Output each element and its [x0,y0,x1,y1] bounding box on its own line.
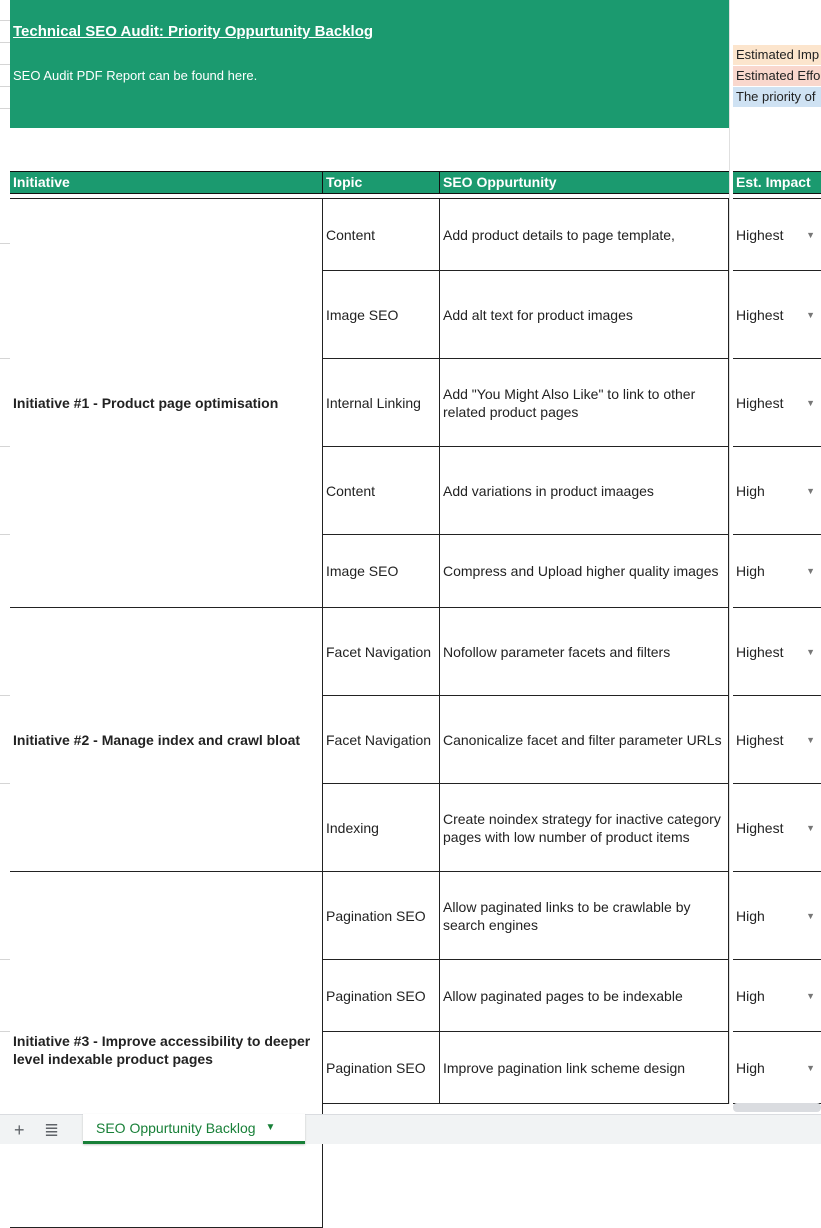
sheet-tab-seo-oppurtunity-backlog[interactable] [83,1114,305,1144]
dropdown-arrow-icon[interactable]: ▼ [806,646,815,657]
dropdown-arrow-icon[interactable]: ▼ [806,397,815,408]
impact-dropdown[interactable] [733,608,821,696]
impact-value: High [736,563,765,579]
topic-cell[interactable]: Image SEO [323,271,440,359]
header-impact[interactable]: Est. Impact [733,171,821,194]
impact-dropdown[interactable] [733,359,821,447]
impact-dropdown[interactable] [733,696,821,784]
opportunity-cell[interactable]: Add product details to page template, [440,198,729,271]
topic-cell[interactable]: Internal Linking [323,359,440,447]
impact-dropdown[interactable] [733,535,821,608]
dropdown-arrow-icon[interactable]: ▼ [806,822,815,833]
legend-effort[interactable]: Estimated Effo [733,66,821,86]
initiative-cell-1[interactable]: Initiative #1 - Product page optimisation [10,198,323,608]
header-opportunity[interactable]: SEO Oppurtunity [440,171,729,194]
dropdown-arrow-icon[interactable]: ▼ [806,910,815,921]
dropdown-arrow-icon[interactable]: ▼ [806,734,815,745]
opportunity-cell[interactable]: Allow paginated links to be crawlable by search engines [440,872,729,960]
topic-cell[interactable]: Image SEO [323,535,440,608]
impact-dropdown[interactable] [733,271,821,359]
header-banner [10,0,729,128]
header-initiative[interactable]: Initiative [10,171,323,194]
sheet-tab-label: SEO Oppurtunity Backlog [96,1119,256,1136]
chevron-down-icon[interactable]: ▼ [265,1122,276,1133]
dropdown-arrow-icon[interactable]: ▼ [806,309,815,320]
impact-value: High [736,987,765,1004]
impact-value: High [736,1059,765,1076]
impact-dropdown[interactable] [733,1032,821,1104]
opportunity-cell[interactable]: Nofollow parameter facets and filters [440,608,729,696]
impact-dropdown[interactable] [733,447,821,535]
impact-value: High [736,482,765,499]
opportunity-cell[interactable]: Create noindex strategy for inactive category pages with low number of product items [440,784,729,872]
report-title[interactable]: Technical SEO Audit: Priority Oppurtunity Backlog [13,23,374,40]
topic-cell[interactable]: Pagination SEO [323,872,440,960]
opportunity-cell[interactable]: Add alt text for product images [440,271,729,359]
dropdown-arrow-icon[interactable]: ▼ [806,566,815,576]
initiative-cell-3[interactable]: Initiative #3 - Improve accessibility to deeper level indexable product pages [10,872,323,1228]
impact-value: Highest [736,819,784,836]
dropdown-arrow-icon[interactable]: ▼ [806,485,815,496]
opportunity-cell[interactable]: Improve pagination link scheme design [440,1032,729,1104]
legend-impact[interactable]: Estimated Imp [733,45,821,65]
topic-cell[interactable]: Pagination SEO [323,960,440,1032]
impact-dropdown[interactable] [733,872,821,960]
frozen-column-separator [729,0,733,1104]
impact-dropdown[interactable] [733,960,821,1032]
topic-cell[interactable]: Indexing [323,784,440,872]
opportunity-cell[interactable]: Compress and Upload higher quality images [440,535,729,608]
topic-cell[interactable]: Facet Navigation [323,608,440,696]
impact-value: Highest [736,394,784,411]
impact-dropdown[interactable] [733,784,821,872]
dropdown-arrow-icon[interactable]: ▼ [806,990,815,1001]
impact-value: Highest [736,731,784,748]
horizontal-scrollbar[interactable] [733,1103,821,1112]
all-sheets-icon[interactable]: ≣ [44,1120,60,1140]
dropdown-arrow-icon[interactable]: ▼ [806,1062,815,1073]
legend-priority[interactable]: The priority of [733,87,821,107]
topic-cell[interactable]: Pagination SEO [323,1032,440,1104]
add-sheet-icon[interactable]: + [14,1120,25,1140]
topic-cell[interactable]: Content [323,198,440,271]
opportunity-cell[interactable]: Canonicalize facet and filter parameter URLs [440,696,729,784]
initiative-cell-2[interactable]: Initiative #2 - Manage index and crawl bloat [10,608,323,872]
topic-cell[interactable]: Facet Navigation [323,696,440,784]
opportunity-cell[interactable]: Allow paginated pages to be indexable [440,960,729,1032]
impact-value: Highest [736,306,784,323]
header-topic[interactable]: Topic [323,171,440,194]
topic-cell[interactable]: Content [323,447,440,535]
dropdown-arrow-icon[interactable]: ▼ [806,229,815,240]
opportunity-cell[interactable]: Add variations in product imaages [440,447,729,535]
impact-value: Highest [736,226,784,243]
impact-value: Highest [736,643,784,660]
opportunity-cell[interactable]: Add "You Might Also Like" to link to other related product pages [440,359,729,447]
impact-value: High [736,907,765,924]
report-subtitle[interactable]: SEO Audit PDF Report can be found here. [13,68,258,83]
impact-dropdown[interactable] [733,198,821,271]
